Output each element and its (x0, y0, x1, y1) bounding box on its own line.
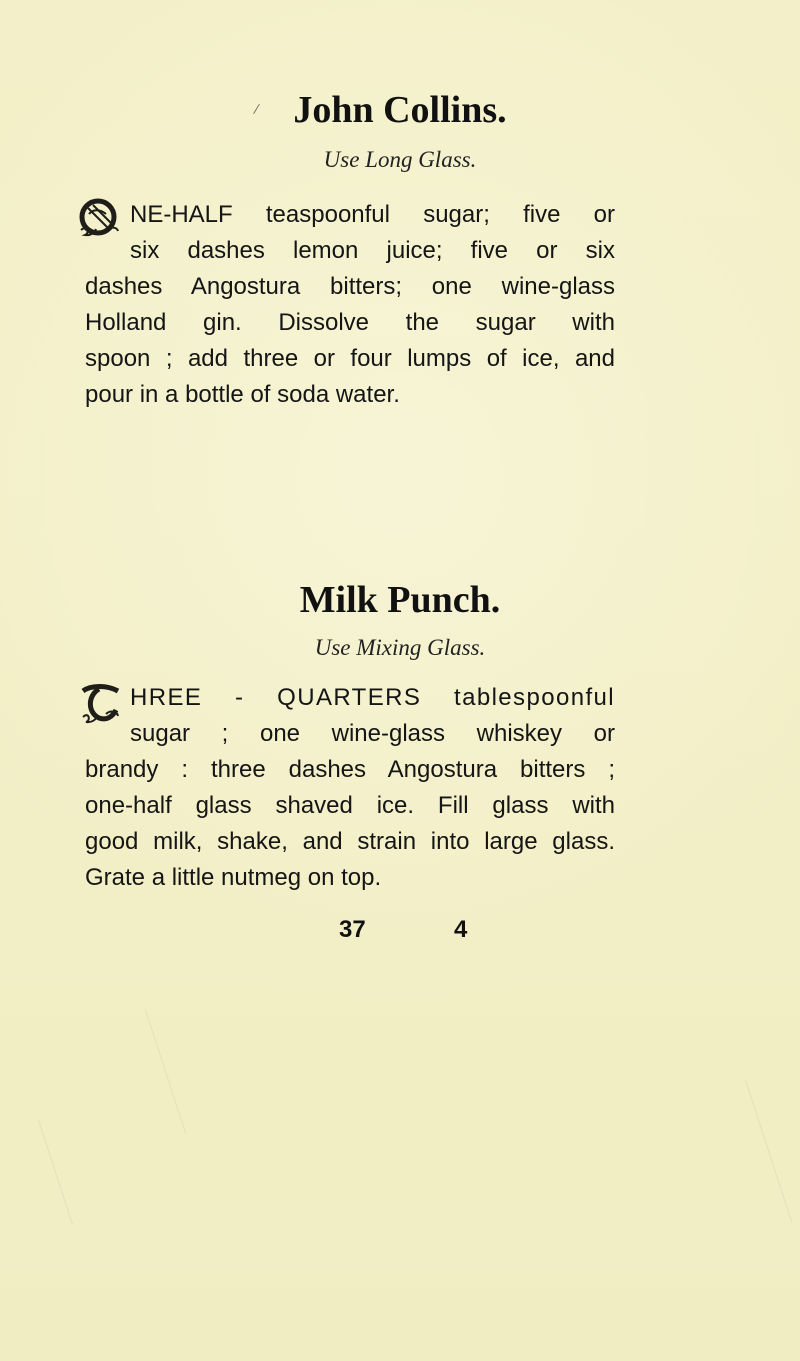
john-collins-line-2: six dashes lemon juice; five or six (130, 237, 615, 264)
paper-scratch-mark (38, 1120, 73, 1225)
milk-punch-line-4: one-half glass shaved ice. Fill glass with (85, 792, 615, 819)
milk-punch-line-2: sugar ; one wine-glass whiskey or (130, 720, 615, 747)
signature-number-4: 4 (454, 916, 468, 943)
milk-punch-line-3: brandy : three dashes Angostura bitters ; (85, 756, 615, 783)
john-collins-line-3: dashes Angostura bitters; one wine-glass (85, 273, 615, 300)
recipe-title-milk-punch: Milk Punch. (299, 579, 501, 621)
recipe-title-john-collins: John Collins. (293, 89, 507, 131)
stray-print-mark: / (252, 100, 261, 119)
milk-punch-line-5: good milk, shake, and strain into large glass. (85, 828, 615, 855)
john-collins-line-1: NE-HALF teaspoonful sugar; five or (130, 201, 615, 228)
ornamental-drop-cap-o (78, 197, 120, 239)
john-collins-line-5: spoon ; add three or four lumps of ice, and (85, 345, 615, 372)
john-collins-line-6: pour in a bottle of soda water. (85, 381, 400, 408)
milk-punch-line-6: Grate a little nutmeg on top. (85, 864, 382, 891)
ornamental-drop-cap-t (79, 683, 121, 725)
milk-punch-line-1: HREE - QUARTERS tablespoonful (130, 684, 615, 711)
glass-instruction-mixing-glass: Use Mixing Glass. (314, 635, 486, 660)
paper-scratch-mark (145, 1010, 186, 1134)
john-collins-line-4: Holland gin. Dissolve the sugar with (85, 309, 615, 336)
glass-instruction-long-glass: Use Long Glass. (323, 147, 477, 172)
page-number-37: 37 (339, 916, 366, 943)
paper-scratch-mark (745, 1080, 792, 1223)
